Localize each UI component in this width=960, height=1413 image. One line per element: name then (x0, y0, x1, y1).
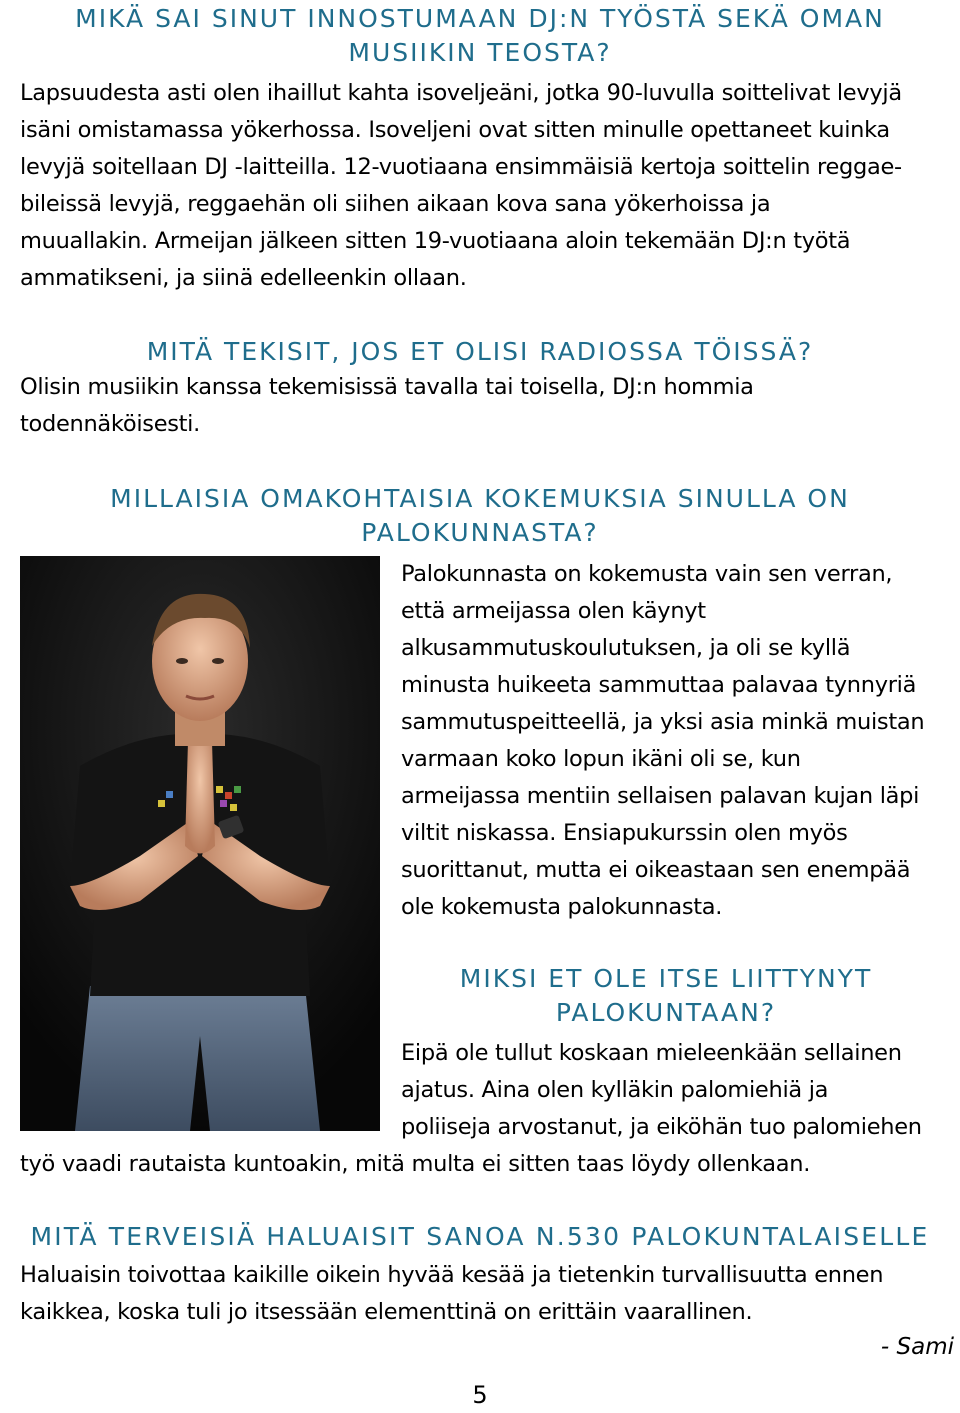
signature: - Sami (880, 1334, 954, 1360)
answer-3-line-10: ole kokemusta palokunnasta. (401, 894, 723, 920)
question-1-line-2: MUSIIKIN TEOSTA? (348, 38, 612, 67)
answer-3-line-1: Palokunnasta on kokemusta vain sen verran, (401, 561, 893, 587)
answer-5-paragraph (20, 1257, 883, 1331)
answer-1-line-2: isäni omistamassa yökerhossa. Isoveljeni ovat sitten minulle opettaneet kuinka (20, 117, 890, 143)
answer-1-line-1: Lapsuudesta asti olen ihaillut kahta isoveljeäni, jotka 90-luvulla soittelivat levyjä (20, 80, 902, 106)
question-4-line-1: MIKSI ET OLE ITSE LIITTYNYT (459, 964, 873, 993)
answer-3-line-9: suorittanut, mutta ei oikeastaan sen enempää (401, 857, 911, 883)
answer-1-line-4: bileissä levyjä, reggaehän oli siihen aikaan kova sana yökerhoissa ja (20, 191, 771, 217)
answer-1-line-5: muuallakin. Armeijan jälkeen sitten 19-vuotiaana aloin tekemään DJ:n työtä (20, 228, 851, 254)
answer-2-line-2: todennäköisesti. (20, 411, 200, 437)
page-number: 5 (472, 1381, 488, 1409)
answer-2-paragraph (20, 369, 754, 443)
portrait-photo (20, 556, 380, 1131)
answer-3-line-8: viltit niskassa. Ensiapukurssin olen myös (401, 820, 848, 846)
answer-4-line-3: poliiseja arvostanut, ja eiköhän tuo palomiehen (401, 1114, 922, 1140)
answer-3-line-4: minusta huikeeta sammuttaa palavaa tynnyriä (401, 672, 917, 698)
answer-3-line-6: varmaan koko lopun ikäni oli se, kun (401, 746, 801, 772)
answer-1-line-6: ammatikseni, ja siinä edelleenkin ollaan. (20, 265, 467, 291)
answer-1-line-3: levyjä soitellaan DJ -laitteilla. 12-vuotiaana ensimmäisiä kertoja soittelin reggae- (20, 154, 902, 180)
question-1-line-1: MIKÄ SAI SINUT INNOSTUMAAN DJ:N TYÖSTÄ SEKÄ OMAN (75, 4, 885, 33)
question-3-line-1: MILLAISIA OMAKOHTAISIA KOKEMUKSIA SINULLA ON (110, 484, 850, 513)
question-5-line-1: MITÄ TERVEISIÄ HALUAISIT SANOA N.530 PALOKUNTALAISELLE (30, 1222, 930, 1251)
question-2-heading (0, 335, 960, 369)
answer-4-line-4: työ vaadi rautaista kuntoakin, mitä multa ei sitten taas löydy ollenkaan. (20, 1151, 811, 1177)
answer-4-paragraph (401, 1035, 922, 1146)
answer-5-line-2: kaikkea, koska tuli jo itsessään elementtinä on erittäin vaarallinen. (20, 1299, 753, 1325)
question-1-heading (0, 2, 960, 70)
question-4-heading (381, 962, 951, 1030)
question-3-line-2: PALOKUNNASTA? (361, 518, 599, 547)
answer-2-line-1: Olisin musiikin kanssa tekemisissä tavalla tai toisella, DJ:n hommia (20, 374, 754, 400)
answer-5-line-1: Haluaisin toivottaa kaikille oikein hyvää kesää ja tietenkin turvallisuutta ennen (20, 1262, 884, 1288)
answer-3-paragraph (401, 556, 924, 926)
answer-4-line-1: Eipä ole tullut koskaan mieleenkään sellainen (401, 1040, 902, 1066)
question-3-heading (0, 482, 960, 550)
question-5-heading (0, 1220, 960, 1254)
portrait-illustration (20, 556, 380, 1131)
answer-3-line-7: armeijassa mentiin sellaisen palavan kujan läpi (401, 783, 920, 809)
answer-3-line-3: alkusammutuskoulutuksen, ja oli se kyllä (401, 635, 851, 661)
answer-3-line-2: että armeijassa olen käynyt (401, 598, 706, 624)
question-2-line-1: MITÄ TEKISIT, JOS ET OLISI RADIOSSA TÖISSÄ? (146, 337, 814, 366)
answer-4-continuation (20, 1146, 810, 1183)
answer-1-paragraph (20, 75, 902, 297)
question-4-line-2: PALOKUNTAAN? (555, 998, 777, 1027)
answer-3-line-5: sammutuspeitteellä, ja yksi asia minkä muistan (401, 709, 925, 735)
answer-4-line-2: ajatus. Aina olen kylläkin palomiehiä ja (401, 1077, 829, 1103)
